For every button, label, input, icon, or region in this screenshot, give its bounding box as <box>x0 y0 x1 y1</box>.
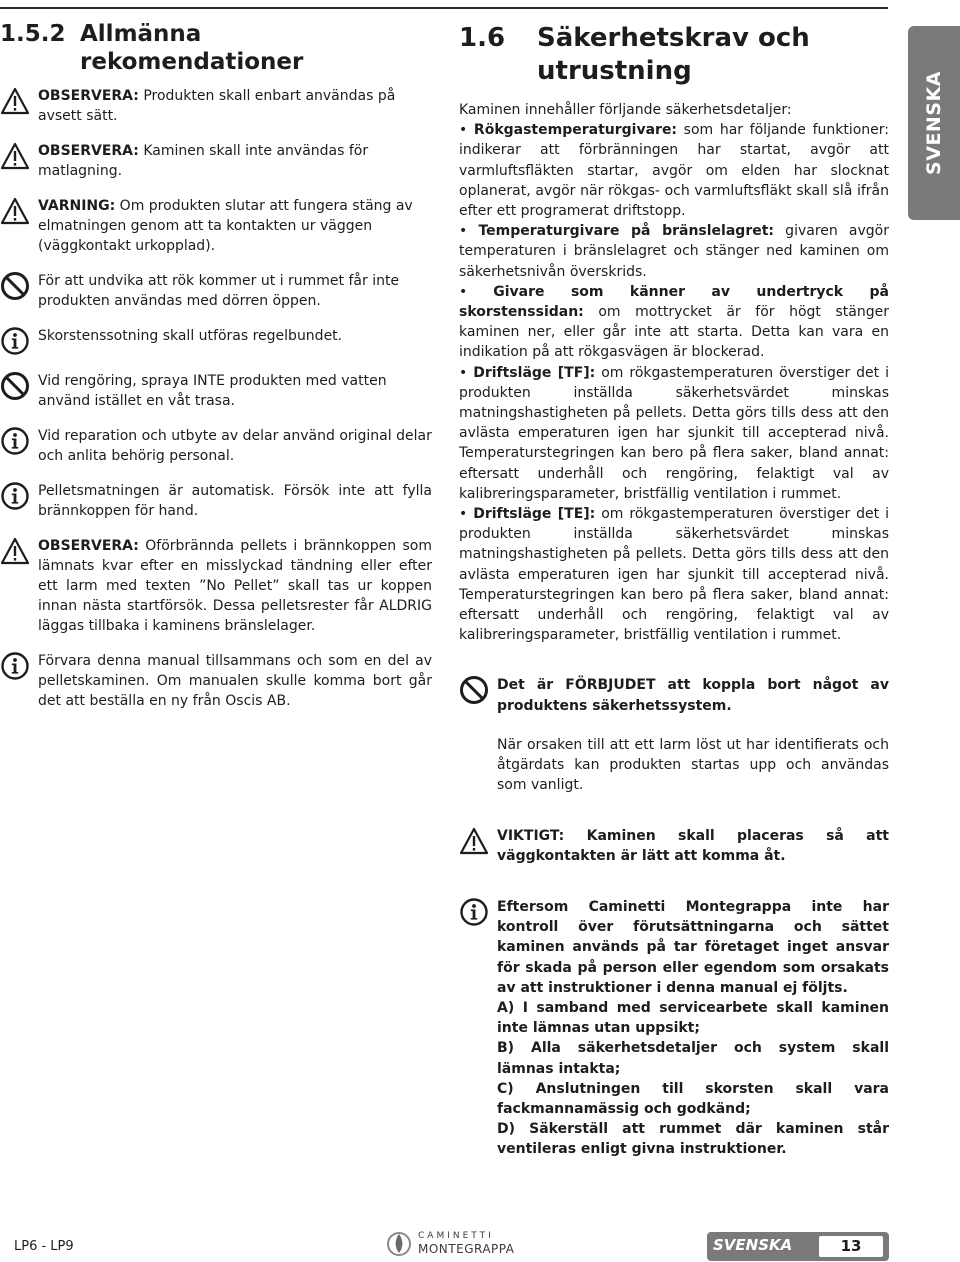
info-icon <box>0 651 30 681</box>
safety-bullet <box>459 120 889 221</box>
info-note <box>459 897 889 1160</box>
bullet-lead: Driftsläge [TE]: <box>473 506 596 523</box>
bullet-text: om mottrycket är för högt stänger kaminen ner, eller går inte att starta. Detta kan vara en indikation på att rökgasvägen är blockerad. <box>459 304 889 361</box>
section-number: 1.6 <box>459 23 506 53</box>
prohibited-icon <box>0 271 30 301</box>
model-code: LP6 - LP9 <box>14 1239 74 1254</box>
bullet-dot: • <box>459 506 474 523</box>
bullet-text: givaren avgör temperaturen i bränslelagret och stänger ned kaminen om säkerhetsnivån överskrids. <box>459 223 889 280</box>
safety-bullet <box>459 363 889 504</box>
note-item <box>0 326 432 356</box>
logo-top-text: CAMINETTI <box>418 1231 494 1241</box>
prohibited-note <box>459 675 889 795</box>
note-lead: OBSERVERA: <box>38 88 139 104</box>
page-number: 13 <box>819 1236 883 1257</box>
caminetti-montegrappa-logo <box>386 1228 514 1258</box>
bullet-lead: Driftsläge [TF]: <box>473 364 596 381</box>
note-text: För att undvika att rök kommer ut i rummet får inte produkten användas med dörren öppen. <box>38 273 400 309</box>
top-rule <box>0 7 888 9</box>
safety-bullet <box>459 221 889 282</box>
note-text: Skorstenssotning skall utföras regelbundet. <box>38 328 343 344</box>
prohibited-icon <box>459 675 489 705</box>
bullet-dot: • <box>459 364 474 381</box>
bullet-text: om rökgastemperaturen överstiger det i produkten inställda säkerhetsvärdet minskas matningshastigheten på pellets. Detta görs tills dess att den avlästa emperaturen igen har sjunkit till accepterad nivå. Temperaturstegringen kan bero på flera saker, bland annat: eftersatt underhåll och rengöring, felaktigt val av kalibreringsparameter, bristfällig ventilation i rummet. <box>459 506 889 644</box>
info-item: B) Alla säkerhetsdetaljer och system skall lämnas intakta; <box>497 1040 889 1077</box>
warning-note-text: VIKTIGT: Kaminen skall placeras så att väggkontakten är lätt att komma åt. <box>497 827 889 864</box>
info-item: D) Säkerställ att rummet där kaminen står ventileras enligt givna instruktioner. <box>497 1121 889 1158</box>
left-column <box>0 20 432 726</box>
page-footer-bar <box>707 1232 889 1261</box>
note-text: Vid reparation och utbyte av delar använd original delar och anlita behörig personal. <box>38 428 432 464</box>
note-text: Kaminen skall inte användas för matlagning. <box>38 143 369 179</box>
note-item <box>0 536 432 636</box>
note-text: Produkten skall enbart användas på avsett sätt. <box>38 88 396 124</box>
note-text: Pelletsmatningen är automatisk. Försök inte att fylla brännkoppen för hand. <box>38 483 432 519</box>
warning-icon <box>0 536 30 566</box>
notes-list <box>0 86 432 711</box>
note-lead: OBSERVERA: <box>38 143 139 159</box>
section-heading-1-6 <box>459 22 889 88</box>
safety-list <box>459 120 889 645</box>
bullet-lead: Temperaturgivare på bränslelagret: <box>478 223 775 240</box>
safety-bullet <box>459 282 889 363</box>
section-number: 1.5.2 <box>0 21 66 47</box>
info-icon <box>0 481 30 511</box>
bullet-text: som har följande funktioner: indikerar att förbränningen har startat, avgör att varmluftsfläkten startar, avgör om elden har slocknat oplanerat, avgör när rökgas- och varmluftsfläkt skall slå ifrån efter ett programerat driftstopp. <box>459 122 890 220</box>
note-item <box>0 481 432 521</box>
intro-text: Kaminen innehåller förljande säkerhetsdetaljer: <box>459 102 792 118</box>
warning-icon <box>0 141 30 171</box>
note-item <box>0 426 432 466</box>
footer-language: SVENSKA <box>713 1236 793 1254</box>
bullet-lead: Givare som känner av undertryck på skorstenssidan: <box>459 283 889 321</box>
warning-icon <box>0 196 30 226</box>
note-lead: OBSERVERA: <box>38 538 139 554</box>
info-icon <box>0 326 30 356</box>
side-tab-label: SVENSKA <box>923 71 945 175</box>
note-item <box>0 86 432 126</box>
note-text: Oförbrännda pellets i brännkoppen som lämnats kvar efter en misslyckad tändning eller efter ett larm med texten ”No Pellet” skall tas ur koppen innan nästa startförsök. Dessa pelletsrester får ALDRIG läggas tillbaka i kaminens bränslelager. <box>38 538 432 634</box>
right-column <box>459 20 889 1160</box>
section-title: Säkerhetskrav och utrustning <box>537 23 810 86</box>
warning-icon <box>0 86 30 116</box>
note-text: Vid rengöring, spraya INTE produkten med vatten använd istället en våt trasa. <box>38 373 387 409</box>
section-title: Allmänna rekomendationer <box>80 21 304 75</box>
language-side-tab <box>908 26 960 220</box>
bullet-dot: • <box>459 122 474 139</box>
info-item: A) I samband med servicearbete skall kaminen inte lämnas utan uppsikt; <box>497 999 889 1037</box>
info-items-list <box>497 998 889 1160</box>
info-icon <box>459 897 489 927</box>
bullet-dot: • <box>459 283 494 300</box>
flame-logo-icon <box>386 1228 412 1258</box>
bullet-text: om rökgastemperaturen överstiger det i produkten inställda säkerhetsvärdet minskas matningshastigheten på pellets. Detta görs tills dess att den avlästa emperaturen igen har sjunkit till accepterad nivå. Temperaturstegringen kan bero på flera saker, bland annat: eftersatt underhåll och rengöring, felaktigt val av kalibreringsparameter, bristfällig ventilation i rummet. <box>459 364 889 502</box>
note-item <box>0 371 432 411</box>
note-item <box>0 141 432 181</box>
logo-bottom-text: MONTEGRAPPA <box>418 1242 515 1256</box>
warning-note <box>459 826 889 866</box>
info-note-text: Eftersom Caminetti Montegrappa inte har kontroll över förutsättningarna och sättet kaminen används på tar företaget inget ansvar för skada på person eller egendom som orsakats av att instruktioner i denna manual ej följts. <box>497 898 889 996</box>
bullet-lead: Rökgastemperaturgivare: <box>473 122 678 139</box>
note-lead: VARNING: <box>38 198 116 214</box>
info-item: C) Anslutningen till skorsten skall vara fackmannamässig och godkänd; <box>497 1080 889 1117</box>
prohibited-icon <box>0 371 30 401</box>
prohibited-note-text: Det är FÖRBJUDET att koppla bort något av produktens säkerhetssystem. <box>497 677 889 714</box>
info-icon <box>0 426 30 456</box>
note-item <box>0 651 432 711</box>
prohibited-follow-text: När orsaken till att ett larm löst ut har identifierats och åtgärdats kan produkten startas upp och användas som vanligt. <box>497 736 889 794</box>
note-item <box>0 271 432 311</box>
bullet-dot: • <box>459 223 479 240</box>
safety-bullet <box>459 504 889 645</box>
section-heading-1-5-2 <box>0 20 432 76</box>
note-text: Om produkten slutar att fungera stäng av elmatningen genom att ta kontakten ur väggen (väggkontakt urkopplad). <box>38 198 413 254</box>
note-text: Förvara denna manual tillsammans och som en del av pelletskaminen. Om manualen skulle komma bort går det att beställa en ny från Oscis AB. <box>38 653 432 709</box>
warning-icon <box>459 826 489 856</box>
note-item <box>0 196 432 256</box>
